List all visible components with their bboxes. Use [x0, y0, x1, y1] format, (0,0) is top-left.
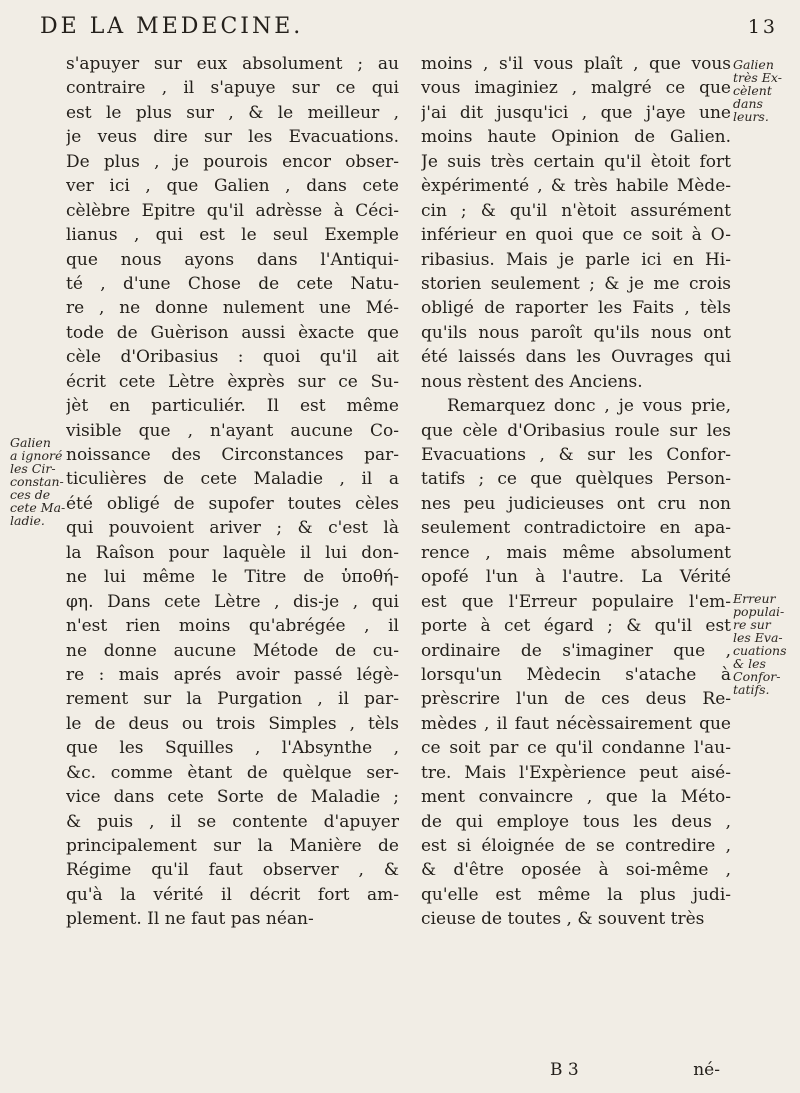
margin-note-line: cèlent — [733, 83, 772, 98]
text-line: tode de Guèrison aussi èxacte que — [66, 322, 399, 343]
text-line: ver ici , que Galien , dans cete — [66, 176, 399, 197]
text-line: qu'elle est même la plus judi- — [421, 884, 731, 905]
text-line: Evacuations , & sur les Confor- — [421, 445, 731, 465]
text-line: la Raîson pour laquèle il lui don- — [66, 542, 399, 563]
text-line: été obligé de supofer toutes cèles — [66, 493, 399, 514]
text-line: ticulières de cete Maladie , il a — [66, 469, 399, 490]
text-line: mèdes , il faut nécèssairement que — [421, 713, 731, 734]
text-line: opofé l'un à l'autre. La Vérité — [421, 567, 731, 588]
text-line: qu'à la vérité il décrit fort am- — [66, 884, 399, 905]
margin-note-line: constan- — [10, 474, 64, 489]
text-line: ment convaincre , que la Méto- — [421, 787, 731, 808]
page-number: 13 — [747, 16, 778, 38]
margin-note-line: Galien — [10, 435, 51, 450]
text-line: est le plus sur , & le meilleur , — [66, 102, 399, 123]
text-line: lianus , qui est le seul Exemple — [66, 225, 399, 246]
text-line: ne donne aucune Métode de cu- — [66, 640, 399, 661]
text-line: été laissés dans les Ouvrages qui — [421, 347, 731, 368]
text-line: qu'ils nous paroît qu'ils nous ont — [421, 322, 731, 343]
catchword: né- — [693, 1060, 720, 1080]
text-line: le de deus ou trois Simples , tèls — [66, 713, 399, 734]
text-line: φη. Dans cete Lètre , dis-je , qui — [66, 591, 399, 612]
text-line: cieuse de toutes , & souvent très — [421, 909, 705, 930]
text-line: cèle d'Oribasius : quoi qu'il ait — [66, 347, 399, 368]
text-line: contraire , il s'apuye sur ce qui — [66, 78, 399, 99]
text-line: rence , mais même absolument — [421, 542, 731, 563]
text-line: visible que , n'ayant aucune Co- — [66, 420, 399, 441]
text-line: que les Squilles , l'Absynthe , — [66, 738, 399, 759]
text-line: Je suis très certain qu'il ètoit fort — [421, 151, 731, 172]
text-line: qui pouvoient ariver ; & c'est là — [66, 518, 399, 539]
text-line: rement sur la Purgation , il par- — [66, 689, 399, 710]
margin-note-line: & les — [733, 656, 766, 671]
text-line: que cèle d'Oribasius roule sur les — [421, 420, 731, 441]
margin-note-line: a ignoré — [10, 448, 63, 463]
margin-note-right-erreur — [733, 592, 797, 696]
text-line: cèlèbre Epitre qu'il adrèsse à Céci- — [66, 200, 399, 221]
text-line: plement. Il ne faut pas néan- — [66, 909, 314, 930]
text-line: obligé de raporter les Faits , tèls — [421, 298, 731, 319]
margin-note-line: populai- — [733, 604, 785, 619]
text-line: nous rèstent des Anciens. — [421, 371, 643, 392]
text-line: prèscrire l'un de ces deus Re- — [421, 689, 731, 710]
text-line: &c. comme ètant de quèlque ser- — [66, 762, 399, 783]
text-line: noissance des Circonstances par- — [66, 445, 399, 465]
text-line: ce soit par ce qu'il condanne l'au- — [421, 738, 731, 759]
text-line: re , ne donne nulement une Mé- — [66, 298, 399, 319]
margin-note-line: Galien — [733, 57, 774, 72]
text-line: re : mais aprés avoir passé légè- — [66, 664, 399, 685]
text-line: vous imaginiez , malgré ce que — [421, 78, 731, 99]
margin-note-left — [10, 436, 68, 527]
text-line: & puis , il se contente d'apuyer — [66, 811, 399, 832]
margin-note-line: les Eva- — [733, 630, 783, 645]
text-line: Régime qu'il faut observer , & — [66, 860, 399, 881]
margin-note-line: leurs. — [733, 109, 769, 124]
margin-note-line: très Ex- — [733, 70, 782, 85]
margin-note-line: cete Ma- — [10, 500, 66, 515]
text-line: n'est rien moins qu'abrégée , il — [66, 616, 399, 637]
text-line: lorsqu'un Mèdecin s'atache à — [421, 664, 731, 685]
text-line: & d'être oposée à soi-même , — [421, 860, 731, 881]
text-line: seulement contradictoire en apa- — [421, 518, 731, 539]
text-line: s'apuyer sur eux absolument ; au — [66, 54, 399, 74]
text-line: moins haute Opinion de Galien. — [421, 127, 731, 148]
margin-note-line: re sur — [733, 617, 771, 632]
running-head-title: DE LA MEDECINE. — [40, 14, 304, 39]
margin-note-line: tatifs. — [733, 682, 770, 697]
margin-note-line: cuations — [733, 643, 787, 658]
text-line: porte à cet égard ; & qu'il est — [421, 616, 731, 637]
text-line: vice dans cete Sorte de Maladie ; — [66, 787, 399, 808]
margin-note-line: Confor- — [733, 669, 781, 684]
margin-note-right-galien — [733, 58, 797, 123]
text-line: de qui employe tous les deus , — [421, 811, 731, 832]
margin-note-line: les Cir- — [10, 461, 56, 476]
text-line: Remarquez donc , je vous prie, — [447, 396, 731, 417]
text-line: je veus dire sur les Evacuations. — [66, 127, 399, 148]
text-line: tre. Mais l'Expèrience peut aisé- — [421, 762, 731, 783]
text-line: est si éloignée de se contredire , — [421, 836, 731, 856]
signature-mark: B 3 — [550, 1060, 579, 1080]
text-line: storien seulement ; & je me crois — [421, 273, 731, 294]
margin-note-line: ces de — [10, 487, 51, 502]
text-line: De plus , je pourois encor obser- — [66, 151, 399, 172]
text-line: ordinaire de s'imaginer que , — [421, 640, 731, 661]
text-line: jèt en particuliér. Il est même — [66, 396, 399, 417]
text-line: èxpérimenté , & très habile Mède- — [421, 176, 731, 197]
margin-note-line: ladie. — [10, 513, 45, 528]
text-line: inférieur en quoi que ce soit à O- — [421, 225, 731, 246]
left-text-column — [66, 52, 399, 932]
margin-note-line: dans — [733, 96, 763, 111]
right-text-column — [421, 52, 731, 932]
text-line: que nous ayons dans l'Antiqui- — [66, 249, 399, 270]
text-line: nes peu judicieuses ont cru non — [421, 493, 731, 514]
text-line: tatifs ; ce que quèlques Person- — [421, 469, 731, 490]
text-line: j'ai dit jusqu'ici , que j'aye une — [421, 102, 731, 123]
text-line: moins , s'il vous plaît , que vous — [421, 54, 731, 74]
text-line: cin ; & qu'il n'ètoit assurément — [421, 200, 731, 221]
margin-note-line: Erreur — [733, 591, 776, 606]
signature-line — [420, 1060, 730, 1086]
running-head — [40, 14, 800, 42]
text-line: principalement sur la Manière de — [66, 836, 399, 856]
text-line: est que l'Erreur populaire l'em- — [421, 591, 731, 612]
text-line: ne lui même le Titre de ὑποθή- — [66, 567, 399, 588]
text-line: té , d'une Chose de cete Natu- — [66, 273, 399, 294]
text-line: ribasius. Mais je parle ici en Hi- — [421, 249, 731, 270]
text-line: écrit cete Lètre èxprès sur ce Su- — [66, 371, 399, 392]
